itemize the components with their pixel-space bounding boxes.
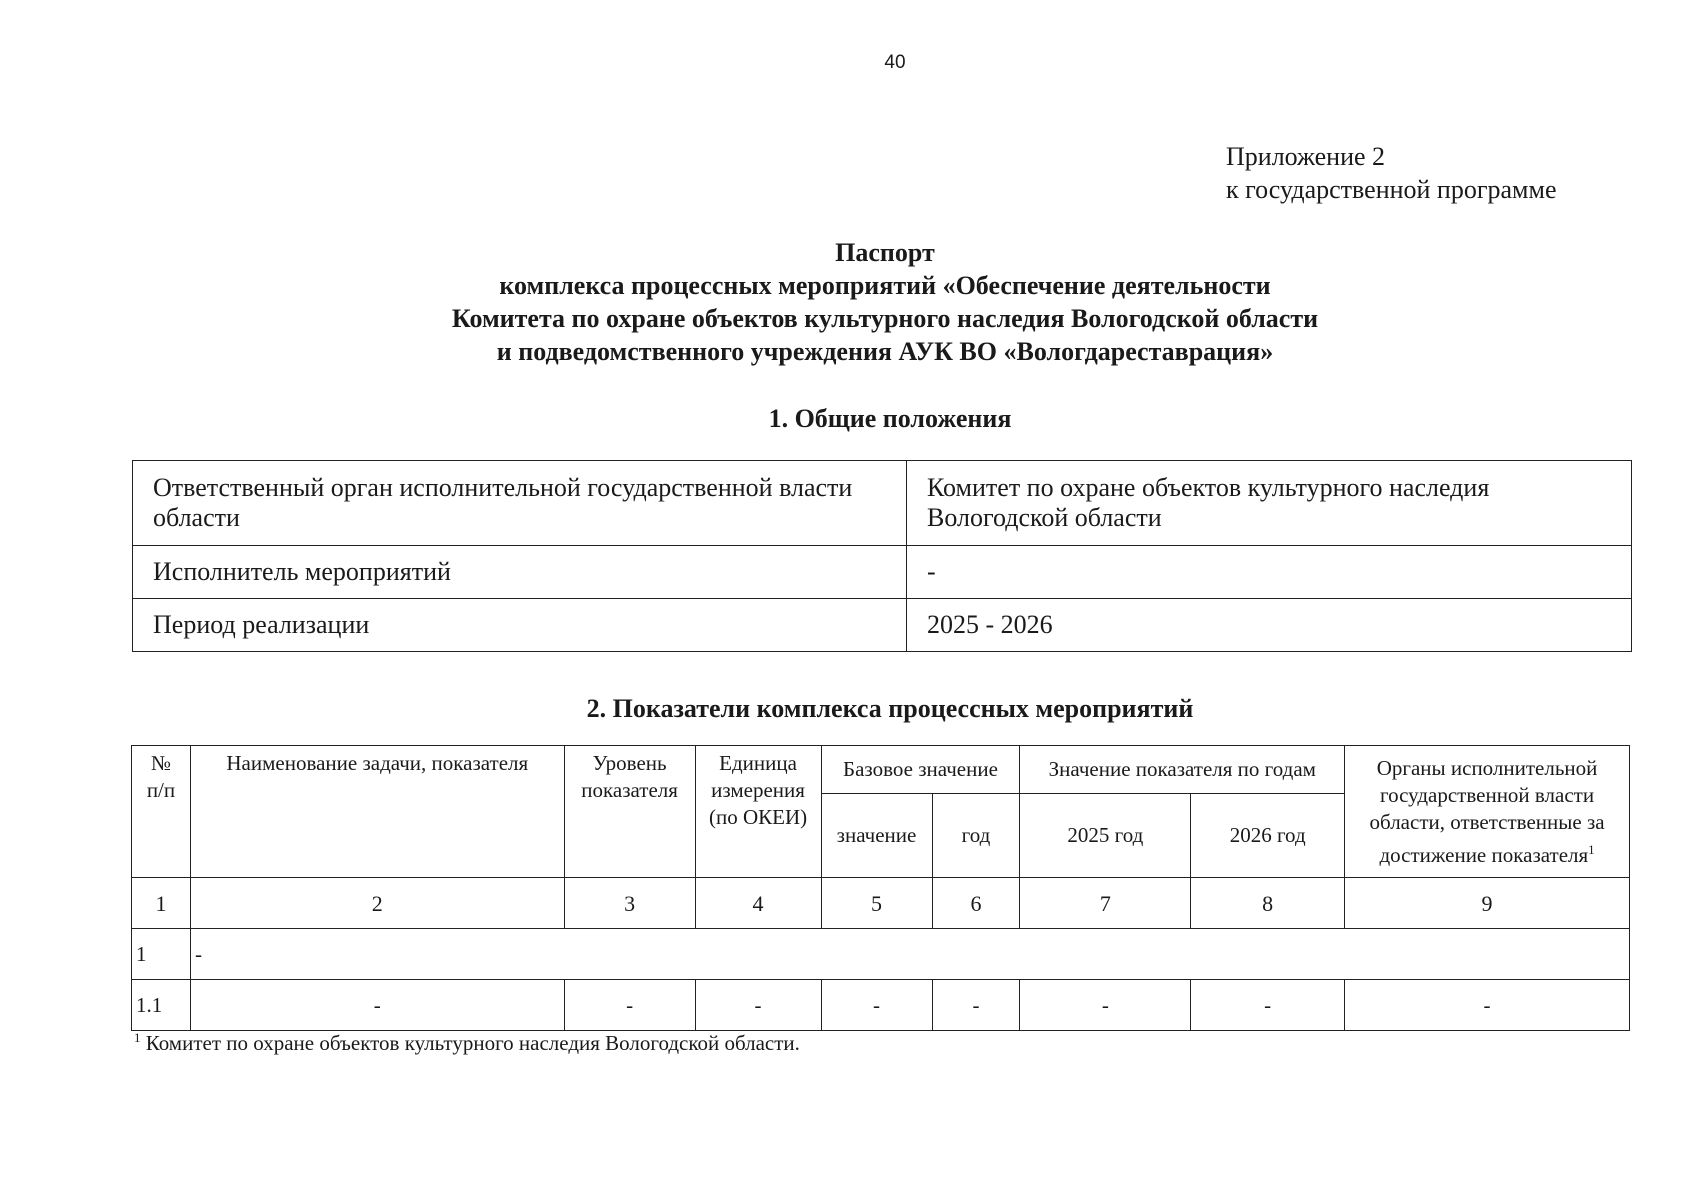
table-row: [133, 461, 1632, 546]
column-number-row: [132, 878, 1630, 929]
header-number: № п/п: [132, 746, 191, 878]
title-line-4: и подведомственного учреждения АУК ВО «Вологдареставрация»: [496, 337, 1274, 366]
column-number: 5: [821, 878, 932, 929]
header-level: Уровень показателя: [564, 746, 695, 878]
appendix-line-1: Приложение 2: [1226, 142, 1386, 171]
header-bodies: Органы исполнительной государственной власти области, ответственные за достижение показателя$^1$: [1345, 746, 1630, 878]
table-row: [132, 980, 1630, 1031]
header-unit: Единица измерения (по ОКЕИ): [695, 746, 821, 878]
row-value: 2025 - 2026: [907, 599, 1632, 652]
column-number: 8: [1191, 878, 1345, 929]
task-row: [132, 929, 1630, 980]
row-value: Комитет по охране объектов культурного наследия Вологодской области: [907, 461, 1632, 546]
section-2-heading: 2. Показатели комплекса процессных мероприятий: [586, 694, 1194, 723]
table-cell: -: [821, 980, 932, 1031]
appendix-line-2: к государственной программе: [1226, 175, 1557, 204]
section-1-heading: 1. Общие положения: [768, 404, 1012, 433]
table-cell: -: [1345, 980, 1630, 1031]
column-number: 4: [695, 878, 821, 929]
header-year-2025: 2025 год: [1020, 794, 1191, 878]
title-line-2: комплекса процессных мероприятий «Обеспечение деятельности: [499, 271, 1271, 300]
column-number: 9: [1345, 878, 1630, 929]
indicator-number: 1.1: [132, 980, 191, 1031]
header-base: Базовое значение: [821, 746, 1020, 794]
row-label: Исполнитель мероприятий: [133, 546, 907, 599]
column-number: 3: [564, 878, 695, 929]
title-line-3: Комитета по охране объектов культурного наследия Вологодской области: [451, 304, 1319, 333]
general-provisions-table: [132, 460, 1632, 652]
indicators-table: [131, 745, 1630, 1031]
table-cell: -: [1191, 980, 1345, 1031]
row-value: -: [907, 546, 1632, 599]
row-label: Ответственный орган исполнительной государственной власти области: [133, 461, 907, 546]
table-row: [133, 546, 1632, 599]
table-cell: -: [695, 980, 821, 1031]
header-base-value: значение: [821, 794, 932, 878]
appendix-note: [1226, 140, 1557, 206]
task-text: -: [190, 929, 1629, 980]
table-cell: -: [190, 980, 564, 1031]
header-base-year: год: [932, 794, 1020, 878]
task-number: 1: [132, 929, 191, 980]
document-title: [0, 236, 1697, 368]
table-row: [133, 599, 1632, 652]
page-number: 40: [884, 52, 906, 73]
footnote: $^1$ Комитет по охране объектов культурного наследия Вологодской области.: [134, 1030, 800, 1055]
table-cell: -: [564, 980, 695, 1031]
header-row: [132, 746, 1630, 794]
table-cell: -: [932, 980, 1020, 1031]
table-cell: -: [1020, 980, 1191, 1031]
header-name: Наименование задачи, показателя: [190, 746, 564, 878]
row-label: Период реализации: [133, 599, 907, 652]
header-year-2026: 2026 год: [1191, 794, 1345, 878]
column-number: 6: [932, 878, 1020, 929]
header-years: Значение показателя по годам: [1020, 746, 1345, 794]
column-number: 7: [1020, 878, 1191, 929]
column-number: 2: [190, 878, 564, 929]
title-line-1: Паспорт: [835, 238, 935, 267]
column-number: 1: [132, 878, 191, 929]
